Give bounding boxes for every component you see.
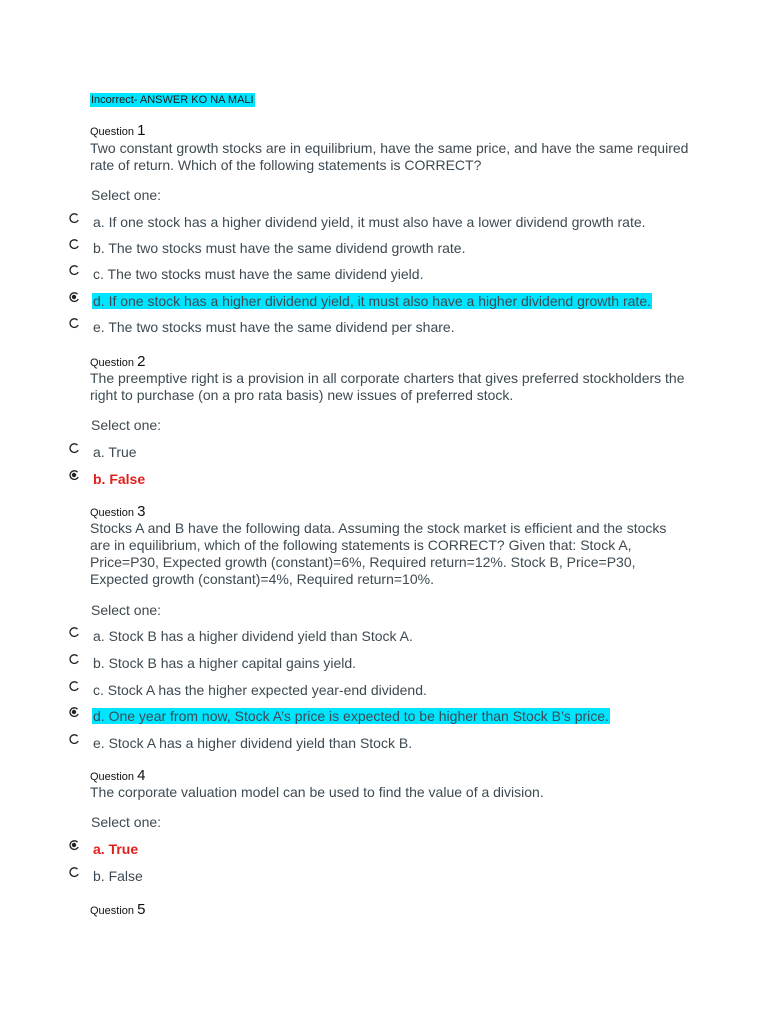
question-3-text: Stocks A and B have the following data. Assuming the stock market is efficient and the stocks are in equilibrium, which of the following statements is CORRECT? Given that: Stock A, Price=P30, Expected growth (constant)=6%, Required return=12%. Stock B, Price=P30, Expected growth (constant)=4%, Required return=10%. [90,520,667,587]
question-word: Question [90,507,135,519]
question-5-heading [90,901,145,918]
radio-checked-icon[interactable] [68,291,80,303]
q1-option-a[interactable] [68,212,708,232]
option-label-highlighted: d. If one stock has a higher dividend yield, it must also have a higher dividend growth rate. [93,293,651,309]
question-number: 3 [137,503,146,520]
q3-option-a[interactable] [68,626,708,646]
question-number: 2 [137,353,146,370]
q2-option-a[interactable] [68,442,708,462]
radio-unchecked-icon[interactable] [68,212,80,224]
question-number: 4 [137,767,146,784]
radio-unchecked-icon[interactable] [68,733,80,745]
option-label: b. The two stocks must have the same dividend growth rate. [93,240,466,256]
q4-option-a[interactable] [68,839,708,859]
q1-option-d[interactable] [68,291,708,311]
option-label: b. Stock B has a higher capital gains yield. [93,655,357,671]
radio-checked-icon[interactable] [68,839,80,851]
radio-unchecked-icon[interactable] [68,317,80,329]
option-label: a. If one stock has a higher dividend yield, it must also have a lower dividend growth rate. [93,214,646,230]
question-3-heading [90,503,145,520]
question-word: Question [90,126,135,138]
option-label: e. The two stocks must have the same dividend per share. [93,319,455,335]
option-label: a. Stock B has a higher dividend yield than Stock A. [93,628,413,644]
q3-option-b[interactable] [68,653,708,673]
radio-unchecked-icon[interactable] [68,442,80,454]
radio-unchecked-icon[interactable] [68,680,80,692]
radio-unchecked-icon[interactable] [68,238,80,250]
question-word: Question [90,357,135,369]
select-one-label: Select one: [91,602,162,618]
option-label: b. False [93,868,143,884]
question-2-heading [90,353,145,370]
option-label: c. Stock A has the higher expected year-end dividend. [93,682,427,698]
select-one-label: Select one: [91,814,162,830]
question-4-text: The corporate valuation model can be used to find the value of a division. [90,784,544,800]
q4-option-b[interactable] [68,866,708,886]
question-1-text: Two constant growth stocks are in equilibrium, have the same price, and have the same required rate of return. Which of the following statements is CORRECT? [90,140,689,173]
q1-option-c[interactable] [68,264,708,284]
option-label: a. True [93,444,137,460]
question-4-heading [90,767,145,784]
q3-option-e[interactable] [68,733,708,753]
q3-option-c[interactable] [68,680,708,700]
q1-option-e[interactable] [68,317,708,337]
radio-checked-icon[interactable] [68,469,80,481]
select-one-label: Select one: [91,417,162,433]
radio-unchecked-icon[interactable] [68,626,80,638]
question-2-text: The preemptive right is a provision in all corporate charters that gives preferred stockholders the right to purchase (on a pro rata basis) new issues of preferred stock. [90,370,685,403]
select-one-label: Select one: [91,187,162,203]
radio-unchecked-icon[interactable] [68,653,80,665]
question-number: 5 [137,901,146,918]
q2-option-b[interactable] [68,469,708,489]
radio-unchecked-icon[interactable] [68,866,80,878]
option-label: e. Stock A has a higher dividend yield than Stock B. [93,735,413,751]
q1-option-b[interactable] [68,238,708,258]
option-label-selected: b. False [93,471,146,487]
incorrect-note: Incorrect- ANSWER KO NA MALI [91,94,254,106]
option-label-selected: a. True [93,841,139,857]
radio-unchecked-icon[interactable] [68,264,80,276]
q3-option-d[interactable] [68,706,708,726]
radio-checked-icon[interactable] [68,706,80,718]
question-word: Question [90,771,135,783]
question-word: Question [90,905,135,917]
question-number: 1 [137,122,146,139]
option-label-highlighted: d. One year from now, Stock A’s price is expected to be higher than Stock B’s price. [93,708,609,724]
question-1-heading [90,122,145,139]
option-label: c. The two stocks must have the same dividend yield. [93,266,424,282]
